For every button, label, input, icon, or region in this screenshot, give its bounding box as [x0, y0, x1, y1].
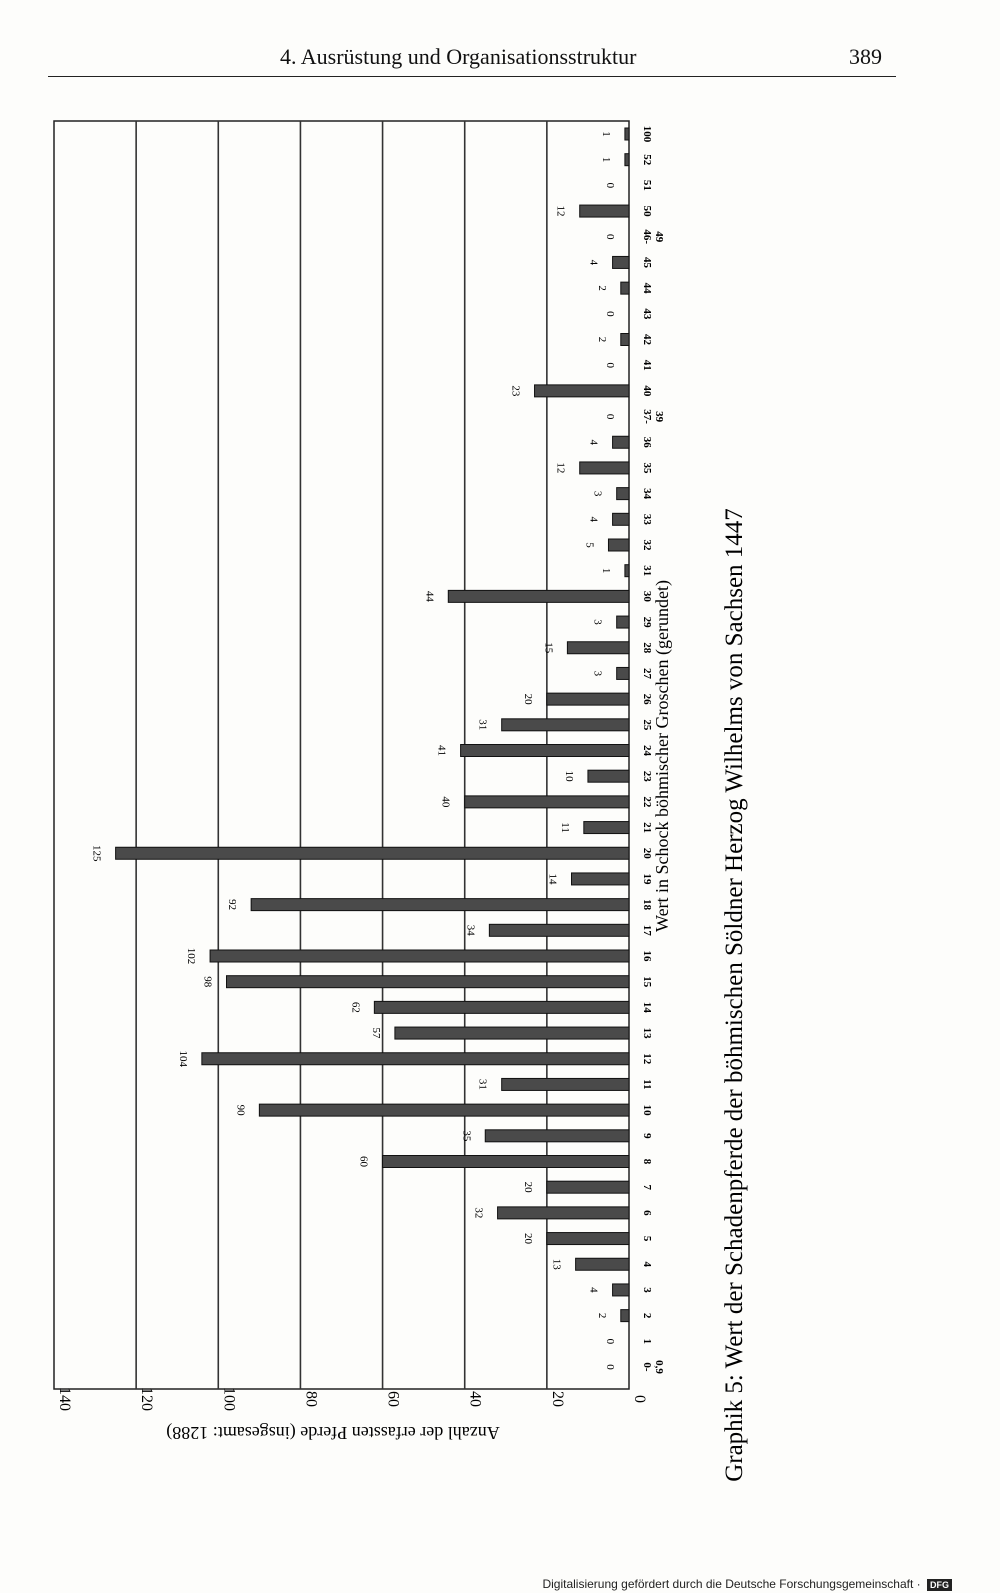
category-label: 11 [641, 1079, 653, 1090]
bar [584, 822, 629, 834]
data-label: 104 [176, 1050, 189, 1067]
bar [576, 1258, 629, 1270]
category-label: 28 [641, 642, 653, 654]
data-label: 35 [460, 1130, 473, 1142]
bar [227, 976, 630, 988]
bar [617, 616, 629, 628]
data-label: 23 [509, 385, 522, 397]
category-label: 36 [641, 436, 653, 448]
data-label: 98 [201, 976, 214, 988]
category-label: 34 [641, 488, 653, 500]
bar [580, 462, 629, 474]
category-label: 26 [641, 693, 653, 705]
data-label: 31 [476, 719, 489, 731]
category-label: 0,9 [653, 1360, 665, 1374]
category-label: 24 [641, 745, 653, 756]
bar [485, 1130, 629, 1142]
category-label: 100 [641, 125, 653, 143]
category-label: 51 [641, 179, 653, 191]
category-label: 30 [641, 590, 653, 602]
data-label: 57 [369, 1027, 382, 1039]
bar [498, 1207, 629, 1219]
data-label: 4 [587, 516, 600, 523]
category-label: 12 [641, 1053, 653, 1065]
data-label: 44 [423, 590, 436, 602]
category-label: 17 [641, 924, 653, 936]
category-label: 23 [641, 770, 653, 782]
category-label: 10 [641, 1104, 653, 1116]
page-number: 389 [849, 44, 882, 69]
category-label: 19 [641, 873, 653, 885]
bar [547, 1233, 629, 1245]
y-tick-label: 80 [302, 1391, 320, 1407]
data-label: 3 [591, 670, 604, 677]
bar [547, 693, 629, 705]
category-label: 8 [641, 1158, 653, 1165]
data-label: 15 [542, 642, 555, 654]
y-tick-label: 60 [384, 1391, 402, 1407]
category-label: 16 [641, 950, 653, 962]
bar [202, 1053, 629, 1065]
category-label: 27 [641, 667, 653, 679]
category-label: 13 [641, 1027, 653, 1039]
bar [210, 950, 629, 962]
data-label: 11 [558, 822, 571, 833]
bar [617, 488, 629, 500]
running-title: 4. Ausrüstung und Organisationsstruktur [280, 44, 637, 69]
bar [567, 642, 629, 654]
bar [580, 205, 629, 217]
data-label: 12 [554, 205, 567, 217]
bar [613, 256, 629, 268]
category-label: 45 [641, 256, 653, 268]
bar [608, 539, 629, 551]
category-label: 33 [641, 513, 653, 525]
data-label: 14 [546, 873, 559, 885]
data-label: 92 [226, 899, 239, 911]
y-tick-label: 40 [466, 1391, 484, 1407]
bar [461, 745, 629, 757]
category-label: 29 [641, 616, 653, 628]
dfg-logo: DFG [927, 1579, 952, 1591]
data-label: 10 [562, 770, 575, 782]
data-label: 41 [435, 745, 448, 756]
bar [625, 154, 629, 166]
bar [374, 1001, 629, 1013]
data-label: 5 [583, 542, 596, 548]
bar [489, 924, 629, 936]
category-label: 15 [641, 976, 653, 988]
category-label: 21 [641, 822, 653, 834]
category-label: 44 [641, 282, 653, 294]
category-label: 50 [641, 205, 653, 217]
data-label: 12 [554, 462, 567, 474]
category-label: 18 [641, 899, 653, 911]
y-tick-label: 140 [56, 1387, 73, 1411]
x-axis-title: Wert in Schock böhmischer Groschen (gerundet) [652, 580, 672, 932]
data-label: 2 [595, 336, 608, 343]
category-label: 3 [641, 1287, 653, 1293]
bar [613, 1284, 629, 1296]
data-label: 0 [604, 362, 616, 368]
data-label: 20 [521, 1233, 534, 1245]
data-label: 32 [472, 1207, 485, 1219]
bar [259, 1104, 629, 1116]
data-label: 1 [599, 567, 612, 574]
bar [617, 667, 629, 679]
category-label: 7 [641, 1184, 653, 1190]
category-label: 2 [641, 1312, 653, 1319]
data-label: 2 [595, 1312, 608, 1319]
bar [621, 334, 629, 346]
data-label: 1 [599, 131, 612, 137]
data-label: 13 [550, 1258, 563, 1270]
bar [535, 385, 629, 397]
chart-caption: Graphik 5: Wert der Schadenpferde der böhmischen Söldner Herzog Wilhelms von Sachsen 1447 [721, 508, 748, 1482]
data-label: 0 [604, 234, 616, 240]
data-label: 90 [234, 1104, 247, 1116]
data-label: 4 [587, 259, 600, 266]
data-label: 1 [599, 156, 612, 163]
bar [383, 1156, 629, 1168]
data-label: 62 [349, 1001, 362, 1013]
data-label: 3 [591, 619, 604, 625]
bar [613, 436, 629, 448]
y-tick-label: 120 [138, 1387, 156, 1411]
category-label: 4 [641, 1261, 653, 1267]
bar [502, 1078, 629, 1090]
category-label: 49 [653, 231, 665, 243]
data-label: 0 [604, 182, 616, 189]
data-label: 31 [476, 1078, 489, 1090]
data-label: 20 [521, 693, 534, 705]
category-label: 31 [641, 565, 653, 577]
category-label: 9 [641, 1133, 653, 1139]
category-label: 14 [641, 1001, 653, 1013]
category-label: 22 [641, 796, 653, 808]
digitization-text: Digitalisierung gefördert durch die Deutsche Forschungsgemeinschaft · [542, 1577, 921, 1591]
category-label: 5 [641, 1235, 653, 1242]
data-label: 0 [604, 1364, 616, 1370]
bar [547, 1181, 629, 1193]
category-label: 25 [641, 719, 653, 731]
bar [621, 1310, 629, 1322]
data-label: 60 [357, 1156, 370, 1167]
category-label: 40 [641, 385, 653, 397]
bar [448, 590, 629, 602]
category-label: 0- [641, 1362, 653, 1372]
bar [395, 1027, 629, 1039]
category-label: 41 [641, 359, 653, 371]
data-label: 0 [604, 311, 616, 317]
digitization-note [542, 1577, 952, 1591]
y-tick-label: 100 [220, 1387, 238, 1411]
data-label: 125 [90, 845, 103, 862]
data-label: 4 [587, 1287, 600, 1293]
category-label: 37- [641, 409, 653, 424]
category-label: 43 [641, 308, 653, 320]
bar [625, 128, 629, 140]
category-label: 39 [653, 411, 665, 423]
data-label: 3 [591, 490, 604, 497]
bar [116, 847, 629, 859]
bar [613, 513, 629, 525]
y-tick-label: 20 [548, 1391, 566, 1407]
bar [251, 899, 629, 911]
data-label: 20 [521, 1181, 534, 1193]
category-label: 6 [641, 1210, 653, 1216]
category-label: 32 [641, 539, 653, 551]
bar [625, 565, 629, 577]
y-axis-title: Anzahl der erfassten Pferde (insgesamt: 1288) [166, 1423, 500, 1443]
bar [588, 770, 629, 782]
data-label: 102 [185, 947, 198, 965]
data-label: 0 [604, 1338, 616, 1345]
data-label: 4 [587, 439, 600, 445]
bar [465, 796, 629, 808]
category-label: 46- [641, 229, 653, 245]
bar [621, 282, 629, 294]
category-label: 52 [641, 154, 653, 166]
bar [572, 873, 630, 885]
category-label: 35 [641, 462, 653, 474]
data-label: 40 [439, 796, 452, 808]
data-label: 0 [604, 413, 616, 420]
data-label: 2 [595, 285, 608, 291]
category-label: 42 [641, 334, 653, 345]
category-label: 20 [641, 847, 653, 859]
data-label: 34 [464, 924, 477, 936]
category-label: 1 [641, 1338, 653, 1345]
y-tick-label: 0 [631, 1395, 648, 1403]
bar [502, 719, 629, 731]
